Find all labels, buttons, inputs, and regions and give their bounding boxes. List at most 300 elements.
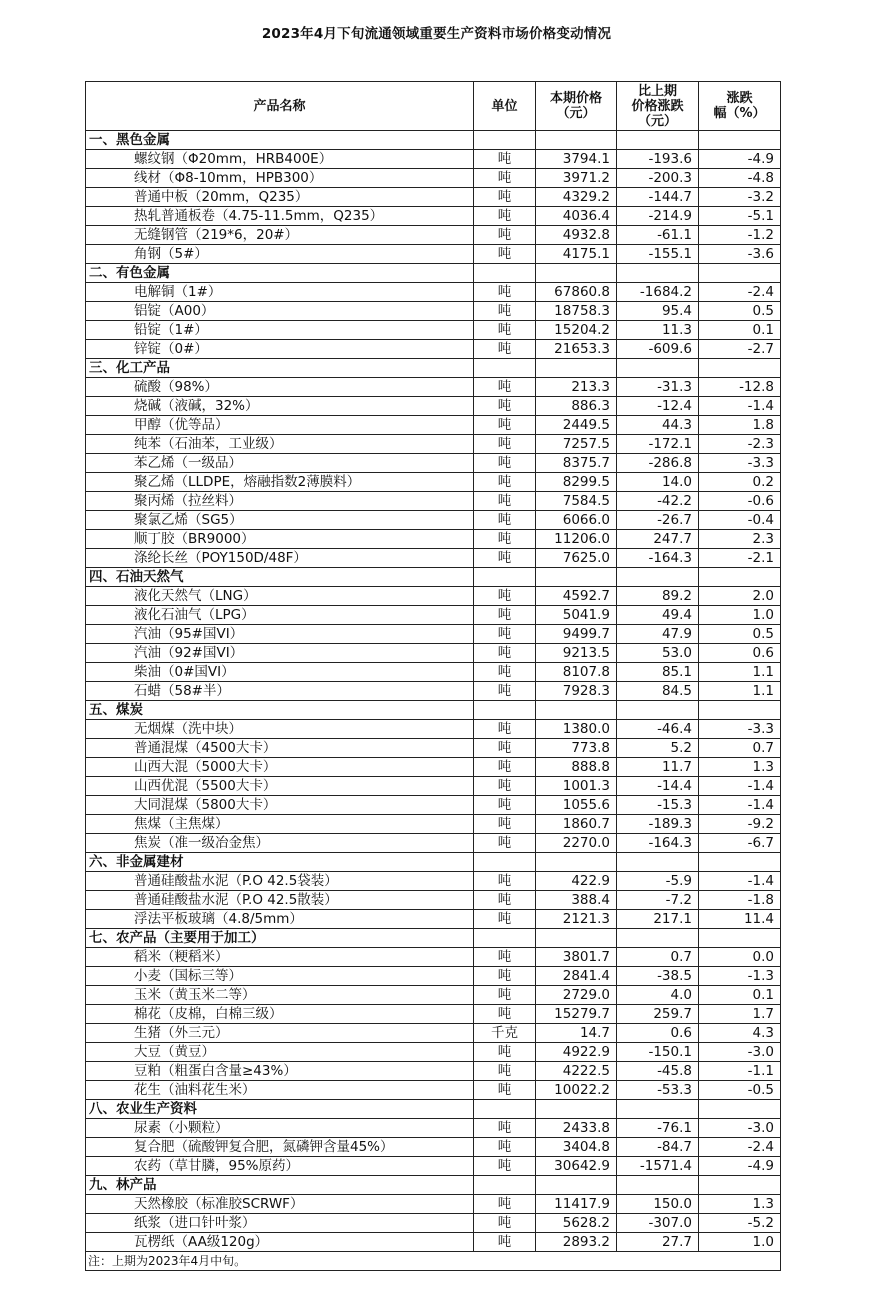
price-change-cell: -609.6 [617,340,699,359]
header-price-change [617,82,699,131]
table-row [86,340,781,359]
product-name-cell: 农药（草甘膦，95%原药） [86,1157,474,1176]
current-price-cell: 9213.5 [536,644,617,663]
table-row [86,302,781,321]
change-percent-cell: 0.2 [699,473,781,492]
product-name-cell: 涤纶长丝（POY150D/48F） [86,549,474,568]
category-name: 七、农产品（主要用于加工） [86,929,474,948]
current-price-cell: 8375.7 [536,454,617,473]
category-row [86,929,781,948]
header-product-name: 产品名称 [86,82,474,131]
current-price-cell: 11206.0 [536,530,617,549]
current-price-cell: 1055.6 [536,796,617,815]
change-percent-cell: -0.6 [699,492,781,511]
current-price-cell: 888.8 [536,758,617,777]
product-name-cell: 生猪（外三元） [86,1024,474,1043]
unit-cell: 吨 [474,967,536,986]
empty-cell [699,131,781,150]
table-row [86,1005,781,1024]
table-row [86,834,781,853]
product-name-cell: 山西大混（5000大卡） [86,758,474,777]
change-percent-cell: -1.4 [699,872,781,891]
category-name: 六、非金属建材 [86,853,474,872]
category-row [86,1176,781,1195]
empty-cell [536,264,617,283]
empty-cell [699,853,781,872]
empty-cell [617,359,699,378]
product-name-cell: 纯苯（石油苯，工业级） [86,435,474,454]
change-percent-cell: 11.4 [699,910,781,929]
unit-cell: 吨 [474,758,536,777]
change-percent-cell: 0.5 [699,625,781,644]
empty-cell [617,1100,699,1119]
product-name-cell: 复合肥（硫酸钾复合肥，氮磷钾含量45%） [86,1138,474,1157]
change-percent-cell: -4.8 [699,169,781,188]
price-change-cell: -1571.4 [617,1157,699,1176]
empty-cell [699,1100,781,1119]
product-name-cell: 线材（Φ8-10mm，HPB300） [86,169,474,188]
category-row [86,131,781,150]
price-change-cell: 217.1 [617,910,699,929]
unit-cell: 吨 [474,530,536,549]
current-price-cell: 3404.8 [536,1138,617,1157]
empty-cell [474,568,536,587]
price-change-cell: -193.6 [617,150,699,169]
empty-cell [474,359,536,378]
current-price-cell: 886.3 [536,397,617,416]
table-row [86,986,781,1005]
category-row [86,568,781,587]
table-row [86,321,781,340]
header-current-price [536,82,617,131]
change-percent-cell: -3.3 [699,720,781,739]
price-change-cell: -12.4 [617,397,699,416]
unit-cell: 吨 [474,1157,536,1176]
price-change-cell: -307.0 [617,1214,699,1233]
unit-cell: 吨 [474,663,536,682]
product-name-cell: 液化天然气（LNG） [86,587,474,606]
product-name-cell: 纸浆（进口针叶浆） [86,1214,474,1233]
price-change-cell: 95.4 [617,302,699,321]
product-name-cell: 大豆（黄豆） [86,1043,474,1062]
price-change-cell: 0.6 [617,1024,699,1043]
category-name: 一、黑色金属 [86,131,474,150]
unit-cell: 吨 [474,986,536,1005]
product-name-cell: 热轧普通板卷（4.75-11.5mm，Q235） [86,207,474,226]
table-row [86,872,781,891]
unit-cell: 吨 [474,815,536,834]
change-percent-cell: -3.3 [699,454,781,473]
unit-cell: 吨 [474,321,536,340]
change-percent-cell: -12.8 [699,378,781,397]
price-change-cell: -214.9 [617,207,699,226]
empty-cell [536,568,617,587]
product-name-cell: 汽油（95#国VI） [86,625,474,644]
unit-cell: 吨 [474,226,536,245]
table-row [86,739,781,758]
change-percent-cell: -1.4 [699,796,781,815]
header-price-change-line2: 价格涨跌 [631,98,684,114]
table-row [86,169,781,188]
current-price-cell: 5041.9 [536,606,617,625]
unit-cell: 吨 [474,1081,536,1100]
product-name-cell: 无缝钢管（219*6，20#） [86,226,474,245]
category-name: 五、煤炭 [86,701,474,720]
table-row [86,511,781,530]
price-change-cell: -76.1 [617,1119,699,1138]
unit-cell: 吨 [474,397,536,416]
change-percent-cell: 0.6 [699,644,781,663]
empty-cell [474,131,536,150]
price-change-cell: 53.0 [617,644,699,663]
table-row [86,606,781,625]
current-price-cell: 14.7 [536,1024,617,1043]
product-name-cell: 苯乙烯（一级品） [86,454,474,473]
empty-cell [617,853,699,872]
current-price-cell: 7257.5 [536,435,617,454]
product-name-cell: 柴油（0#国VI） [86,663,474,682]
change-percent-cell: -4.9 [699,150,781,169]
change-percent-cell: 1.1 [699,682,781,701]
product-name-cell: 聚乙烯（LLDPE，熔融指数2薄膜料） [86,473,474,492]
table-row [86,473,781,492]
current-price-cell: 1380.0 [536,720,617,739]
header-change-percent-line2: 幅（%） [713,106,766,121]
current-price-cell: 8107.8 [536,663,617,682]
price-change-cell: 84.5 [617,682,699,701]
table-row [86,226,781,245]
empty-cell [699,359,781,378]
product-name-cell: 瓦楞纸（AA级120g） [86,1233,474,1252]
change-percent-cell: 4.3 [699,1024,781,1043]
price-change-cell: 14.0 [617,473,699,492]
product-name-cell: 顺丁胶（BR9000） [86,530,474,549]
table-row [86,1043,781,1062]
price-change-cell: 247.7 [617,530,699,549]
unit-cell: 吨 [474,1005,536,1024]
change-percent-cell: 0.5 [699,302,781,321]
change-percent-cell: 1.3 [699,758,781,777]
current-price-cell: 773.8 [536,739,617,758]
product-name-cell: 浮法平板玻璃（4.8/5mm） [86,910,474,929]
product-name-cell: 硫酸（98%） [86,378,474,397]
category-name: 八、农业生产资料 [86,1100,474,1119]
product-name-cell: 棉花（皮棉，白棉三级） [86,1005,474,1024]
table-row [86,378,781,397]
unit-cell: 吨 [474,720,536,739]
empty-cell [536,701,617,720]
change-percent-cell: 0.1 [699,986,781,1005]
price-change-cell: -164.3 [617,834,699,853]
table-row [86,663,781,682]
header-price-change-line1: 比上期 [637,83,677,99]
product-name-cell: 石蜡（58#半） [86,682,474,701]
header-current-price-line1: 本期价格 [549,91,602,106]
table-row [86,150,781,169]
unit-cell: 吨 [474,796,536,815]
price-change-cell: -200.3 [617,169,699,188]
unit-cell: 吨 [474,606,536,625]
change-percent-cell: -5.1 [699,207,781,226]
product-name-cell: 电解铜（1#） [86,283,474,302]
unit-cell: 吨 [474,1214,536,1233]
table-row [86,815,781,834]
change-percent-cell: -1.8 [699,891,781,910]
table-row [86,682,781,701]
product-name-cell: 普通硅酸盐水泥（P.O 42.5袋装） [86,872,474,891]
current-price-cell: 15204.2 [536,321,617,340]
current-price-cell: 2449.5 [536,416,617,435]
table-row [86,283,781,302]
table-body [86,131,781,1252]
price-change-cell: 49.4 [617,606,699,625]
table-row [86,910,781,929]
unit-cell: 千克 [474,1024,536,1043]
price-change-cell: -84.7 [617,1138,699,1157]
change-percent-cell: 1.8 [699,416,781,435]
unit-cell: 吨 [474,1195,536,1214]
empty-cell [536,1100,617,1119]
table-row [86,416,781,435]
unit-cell: 吨 [474,1043,536,1062]
current-price-cell: 2729.0 [536,986,617,1005]
price-change-cell: -189.3 [617,815,699,834]
change-percent-cell: -1.2 [699,226,781,245]
unit-cell: 吨 [474,587,536,606]
product-name-cell: 无烟煤（洗中块） [86,720,474,739]
empty-cell [617,568,699,587]
current-price-cell: 8299.5 [536,473,617,492]
table-row [86,625,781,644]
change-percent-cell: 1.0 [699,606,781,625]
current-price-cell: 7625.0 [536,549,617,568]
category-row [86,701,781,720]
price-change-cell: -172.1 [617,435,699,454]
empty-cell [617,1176,699,1195]
price-change-cell: -150.1 [617,1043,699,1062]
table-row [86,530,781,549]
unit-cell: 吨 [474,435,536,454]
current-price-cell: 10022.2 [536,1081,617,1100]
table-row [86,720,781,739]
table-row [86,644,781,663]
price-change-cell: -46.4 [617,720,699,739]
current-price-cell: 30642.9 [536,1157,617,1176]
header-price-change-line3: （元） [637,113,677,129]
unit-cell: 吨 [474,625,536,644]
price-change-cell: 85.1 [617,663,699,682]
unit-cell: 吨 [474,207,536,226]
price-change-cell: -42.2 [617,492,699,511]
current-price-cell: 3794.1 [536,150,617,169]
header-current-price-line2: （元） [556,106,596,121]
header-unit: 单位 [474,82,536,131]
price-change-cell: -38.5 [617,967,699,986]
price-change-cell: -15.3 [617,796,699,815]
current-price-cell: 4036.4 [536,207,617,226]
product-name-cell: 花生（油料花生米） [86,1081,474,1100]
unit-cell: 吨 [474,150,536,169]
table-row [86,948,781,967]
current-price-cell: 1001.3 [536,777,617,796]
table-row [86,1024,781,1043]
price-change-cell: 89.2 [617,587,699,606]
product-name-cell: 锌锭（0#） [86,340,474,359]
current-price-cell: 4922.9 [536,1043,617,1062]
table-row [86,397,781,416]
unit-cell: 吨 [474,739,536,758]
change-percent-cell: 0.7 [699,739,781,758]
current-price-cell: 388.4 [536,891,617,910]
price-change-cell: -164.3 [617,549,699,568]
empty-cell [536,131,617,150]
empty-cell [699,929,781,948]
current-price-cell: 2893.2 [536,1233,617,1252]
price-change-cell: 5.2 [617,739,699,758]
header-change-percent-line1: 涨跌 [726,91,753,106]
change-percent-cell: -1.1 [699,1062,781,1081]
price-table [85,81,781,1271]
product-name-cell: 焦炭（准一级冶金焦） [86,834,474,853]
price-change-cell: -45.8 [617,1062,699,1081]
price-change-cell: -7.2 [617,891,699,910]
change-percent-cell: -9.2 [699,815,781,834]
table-row [86,549,781,568]
price-change-cell: 11.7 [617,758,699,777]
unit-cell: 吨 [474,910,536,929]
current-price-cell: 5628.2 [536,1214,617,1233]
price-change-cell: -155.1 [617,245,699,264]
product-name-cell: 铅锭（1#） [86,321,474,340]
product-name-cell: 大同混煤（5800大卡） [86,796,474,815]
change-percent-cell: 2.3 [699,530,781,549]
unit-cell: 吨 [474,891,536,910]
price-change-cell: -286.8 [617,454,699,473]
table-row [86,435,781,454]
change-percent-cell: -3.0 [699,1043,781,1062]
category-name: 二、有色金属 [86,264,474,283]
unit-cell: 吨 [474,245,536,264]
category-row [86,264,781,283]
empty-cell [699,1176,781,1195]
current-price-cell: 4932.8 [536,226,617,245]
change-percent-cell: -0.5 [699,1081,781,1100]
unit-cell: 吨 [474,454,536,473]
table-row [86,1214,781,1233]
unit-cell: 吨 [474,1062,536,1081]
empty-cell [474,929,536,948]
category-row [86,1100,781,1119]
table-row [86,1195,781,1214]
product-name-cell: 稻米（粳稻米） [86,948,474,967]
product-name-cell: 液化石油气（LPG） [86,606,474,625]
table-row [86,492,781,511]
product-name-cell: 铝锭（A00） [86,302,474,321]
unit-cell: 吨 [474,777,536,796]
product-name-cell: 烧碱（液碱，32%） [86,397,474,416]
category-name: 三、化工产品 [86,359,474,378]
table-footer [86,1252,781,1271]
change-percent-cell: -1.4 [699,397,781,416]
change-percent-cell: -2.3 [699,435,781,454]
product-name-cell: 普通硅酸盐水泥（P.O 42.5散装） [86,891,474,910]
unit-cell: 吨 [474,283,536,302]
current-price-cell: 11417.9 [536,1195,617,1214]
empty-cell [474,1176,536,1195]
change-percent-cell: -3.6 [699,245,781,264]
current-price-cell: 2433.8 [536,1119,617,1138]
unit-cell: 吨 [474,682,536,701]
table-row [86,1062,781,1081]
unit-cell: 吨 [474,1138,536,1157]
price-change-cell: -5.9 [617,872,699,891]
empty-cell [617,701,699,720]
current-price-cell: 18758.3 [536,302,617,321]
empty-cell [474,264,536,283]
change-percent-cell: -6.7 [699,834,781,853]
unit-cell: 吨 [474,644,536,663]
unit-cell: 吨 [474,473,536,492]
empty-cell [617,929,699,948]
current-price-cell: 7928.3 [536,682,617,701]
unit-cell: 吨 [474,1233,536,1252]
empty-cell [474,1100,536,1119]
change-percent-cell: -1.4 [699,777,781,796]
current-price-cell: 213.3 [536,378,617,397]
price-change-cell: 4.0 [617,986,699,1005]
table-row [86,1081,781,1100]
product-name-cell: 尿素（小颗粒） [86,1119,474,1138]
product-name-cell: 普通混煤（4500大卡） [86,739,474,758]
change-percent-cell: 1.1 [699,663,781,682]
empty-cell [474,701,536,720]
unit-cell: 吨 [474,511,536,530]
category-row [86,359,781,378]
table-row [86,1119,781,1138]
product-name-cell: 汽油（92#国VI） [86,644,474,663]
price-change-cell: -53.3 [617,1081,699,1100]
price-change-cell: 47.9 [617,625,699,644]
price-change-cell: -26.7 [617,511,699,530]
empty-cell [617,264,699,283]
unit-cell: 吨 [474,378,536,397]
current-price-cell: 422.9 [536,872,617,891]
table-row [86,587,781,606]
page-title: 2023年4月下旬流通领域重要生产资料市场价格变动情况 [261,26,612,42]
change-percent-cell: 1.7 [699,1005,781,1024]
table-row [86,758,781,777]
current-price-cell: 4175.1 [536,245,617,264]
unit-cell: 吨 [474,340,536,359]
price-change-cell: 11.3 [617,321,699,340]
product-name-cell: 天然橡胶（标准胶SCRWF） [86,1195,474,1214]
empty-cell [536,1176,617,1195]
unit-cell: 吨 [474,872,536,891]
product-name-cell: 山西优混（5500大卡） [86,777,474,796]
empty-cell [699,264,781,283]
current-price-cell: 2841.4 [536,967,617,986]
empty-cell [536,929,617,948]
change-percent-cell: -2.7 [699,340,781,359]
current-price-cell: 21653.3 [536,340,617,359]
change-percent-cell: -4.9 [699,1157,781,1176]
header-change-percent [699,82,781,131]
unit-cell: 吨 [474,416,536,435]
empty-cell [536,853,617,872]
price-change-cell: 44.3 [617,416,699,435]
table-row [86,1233,781,1252]
current-price-cell: 2270.0 [536,834,617,853]
